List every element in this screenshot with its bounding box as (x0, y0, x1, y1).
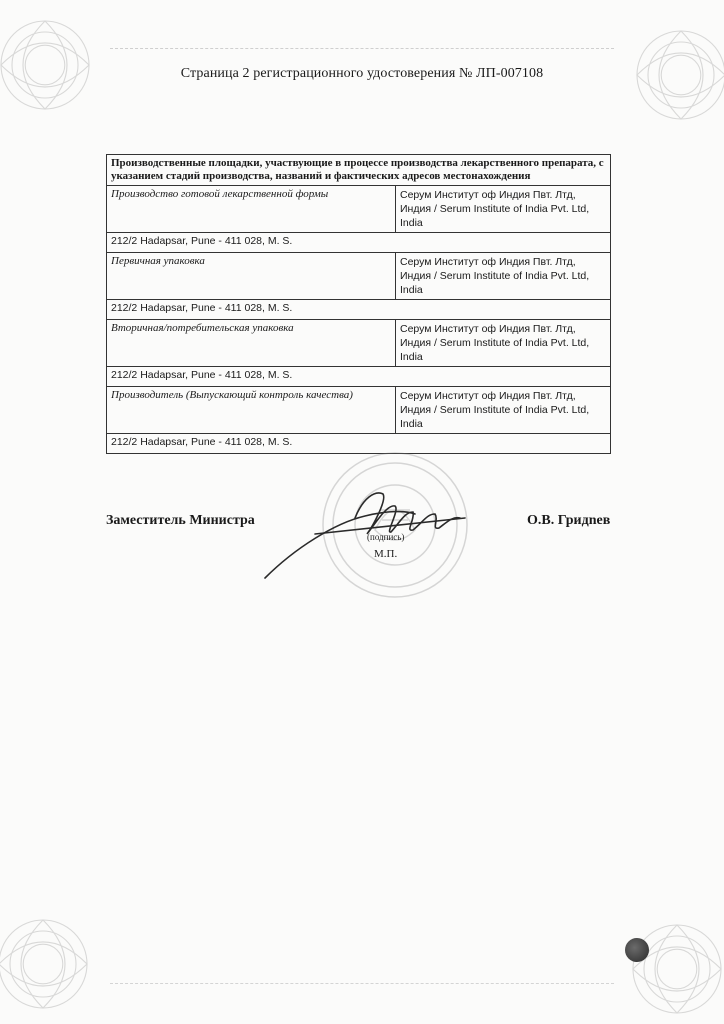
signatory-position: Заместитель Министра (106, 513, 255, 528)
page-title: Страница 2 регистрационного удостоверения № ЛП-007108 (180, 66, 544, 81)
address-cell: 212/2 Hadapsar, Pune - 411 028, M. S. (107, 300, 611, 320)
table-row (107, 253, 611, 300)
corner-ornament-icon (622, 914, 724, 1024)
stage-cell: Производитель (Выпускающий контроль качества) (107, 387, 396, 434)
organization-cell: Серум Институт оф Индия Пвт. Лтд, Индия / Serum Institute of India Pvt. Ltd, India (396, 320, 611, 367)
address-cell: 212/2 Hadapsar, Pune - 411 028, M. S. (107, 367, 611, 387)
table-row (107, 320, 611, 367)
table-header-row (107, 155, 611, 186)
punch-hole-icon (625, 938, 649, 962)
address-cell: 212/2 Hadapsar, Pune - 411 028, M. S. (107, 434, 611, 454)
decorative-border-bottom (110, 983, 614, 984)
table-row (107, 387, 611, 434)
signature-hint: (подпись) (367, 532, 405, 542)
organization-cell: Серум Институт оф Индия Пвт. Лтд, Индия / Serum Institute of India Pvt. Ltd, India (396, 387, 611, 434)
table-row (107, 367, 611, 387)
signatory-name: О.В. Гридnев (527, 513, 611, 528)
seal-label: М.П. (374, 548, 398, 560)
stage-cell: Вторичная/потребительская упаковка (107, 320, 396, 367)
corner-ornament-icon (0, 10, 100, 120)
production-sites-table (106, 154, 611, 454)
stage-cell: Производство готовой лекарственной формы (107, 186, 396, 233)
organization-cell: Серум Институт оф Индия Пвт. Лтд, Индия / Serum Institute of India Pvt. Ltd, India (396, 186, 611, 233)
table-intro: Производственные площадки, участвующие в процессе производства лекарственного препарата, с указанием стадий производства, названий и фактических адресов местонахождения (107, 155, 611, 186)
stage-cell: Первичная упаковка (107, 253, 396, 300)
table-row (107, 300, 611, 320)
organization-cell: Серум Институт оф Индия Пвт. Лтд, Индия / Serum Institute of India Pvt. Ltd, India (396, 253, 611, 300)
table-row (107, 186, 611, 233)
address-cell: 212/2 Hadapsar, Pune - 411 028, M. S. (107, 233, 611, 253)
decorative-border-top (110, 48, 614, 49)
corner-ornament-icon (0, 909, 98, 1019)
handwritten-signature-icon (255, 478, 470, 588)
table-row (107, 233, 611, 253)
